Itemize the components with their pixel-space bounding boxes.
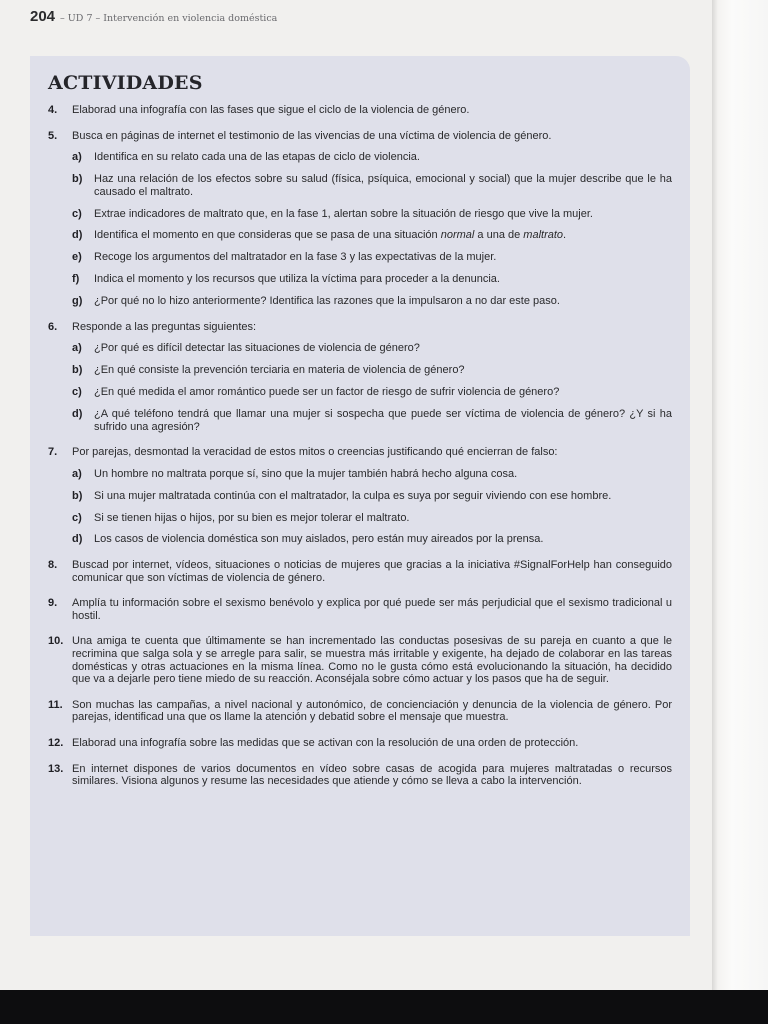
activity-text: Elaborad una infografía con las fases que sigue el ciclo de la violencia de género.: [72, 104, 470, 116]
sub-activity-letter: b): [72, 489, 83, 502]
sub-activity-item: [72, 490, 672, 503]
activity-text: Una amiga te cuenta que últimamente se han incrementado las conductas posesivas de su pareja en cuanto a que le recrimina que salga sola y se arregle para salir, se muestra más irritable y exigente, ha dejado de colaborar en las tareas domésticas y otras actuaciones en la misma línea. Como no le gusta cómo está evolucionando la situación, ha decidido que va a dejarle pero tiene miedo de su reacción. Aconséjala sobre cómo actuar y los pasos que ha de seguir.: [72, 635, 672, 686]
sub-activity-text: ¿Por qué no lo hizo anteriormente? Identifica las razones que la impulsaron a no dar este paso.: [94, 295, 560, 308]
sub-activity-text: Indica el momento y los recursos que utiliza la víctima para proceder a la denuncia.: [94, 273, 500, 286]
sub-activity-item: [72, 408, 672, 433]
sub-activity-letter: f): [72, 273, 80, 286]
sub-activity-list: [72, 342, 672, 433]
scan-bottom-edge: [0, 990, 768, 1024]
sub-activity-letter: a): [72, 151, 82, 164]
activity-number: 6.: [48, 320, 58, 333]
sub-activity-text: ¿A qué teléfono tendrá que llamar una mujer si sospecha que puede ser víctima de violencia de género? ¿Y si ha sufrido una agresión?: [94, 407, 672, 433]
text-segment: a una de: [474, 229, 524, 242]
activity-number: 5.: [48, 129, 58, 142]
activities-list: [48, 104, 672, 801]
sub-activity-letter: c): [72, 511, 82, 524]
sub-activity-letter: d): [72, 229, 83, 242]
activity-number: 10.: [48, 635, 64, 648]
sub-activity-item: [72, 468, 672, 481]
activity-item: [48, 446, 672, 546]
activity-number: 8.: [48, 559, 58, 572]
activity-text: Responde a las preguntas siguientes:: [72, 320, 257, 333]
sub-activity-item: [72, 386, 672, 399]
sub-activity-item: [72, 342, 672, 355]
sub-activity-text: Si se tienen hijas o hijos, por su bien es mejor tolerar el maltrato.: [94, 511, 410, 524]
activity-number: 12.: [48, 736, 64, 749]
activity-text: Amplía tu información sobre el sexismo benévolo y explica por qué puede ser más perjudicial que el sexismo tradicional u hostil.: [72, 597, 672, 622]
activity-number: 13.: [48, 762, 64, 775]
sub-activity-text: Identifica en su relato cada una de las etapas de ciclo de violencia.: [94, 151, 420, 164]
activity-item: [48, 597, 672, 622]
sub-activity-letter: g): [72, 295, 83, 308]
activity-item: [48, 559, 672, 584]
section-title: ACTIVIDADES: [48, 72, 203, 94]
sub-activity-letter: d): [72, 533, 83, 546]
sub-activity-text: [94, 229, 566, 241]
activity-text: Elaborad una infografía sobre las medidas que se activan con la resolución de una orden de protección.: [72, 736, 579, 749]
sub-activity-letter: c): [72, 207, 82, 220]
sub-activity-item: [72, 364, 672, 377]
book-gutter: [712, 0, 768, 990]
sub-activity-text: Los casos de violencia doméstica son muy aislados, pero están muy aireados por la prensa.: [94, 533, 544, 546]
activity-item: [48, 699, 672, 724]
sub-activity-item: [72, 512, 672, 525]
activity-item: [48, 635, 672, 685]
sub-activity-text: Recoge los argumentos del maltratador en la fase 3 y las expectativas de la mujer.: [94, 251, 497, 264]
sub-activity-list: [72, 151, 672, 308]
activity-number: 7.: [48, 446, 58, 459]
sub-activity-text: ¿Por qué es difícil detectar las situaciones de violencia de género?: [94, 342, 420, 355]
sub-activity-letter: a): [72, 342, 82, 355]
activity-text: Busca en páginas de internet el testimonio de las vivencias de una víctima de violencia de género.: [72, 129, 552, 142]
activity-item: [48, 763, 672, 788]
activity-number: 4.: [48, 104, 58, 116]
text-segment: Identifica el momento en que consideras que se pasa de una situación: [94, 229, 441, 242]
sub-activity-text: Un hombre no maltrata porque sí, sino que la mujer también habrá hecho alguna cosa.: [94, 467, 518, 480]
sub-activity-list: [72, 468, 672, 546]
activity-number: 11.: [48, 698, 63, 711]
page-header: [30, 8, 277, 28]
text-segment: .: [563, 229, 567, 242]
activity-item: [48, 130, 672, 308]
activity-text: Por parejas, desmontad la veracidad de estos mitos o creencias justificando qué encierran de falso:: [72, 446, 558, 459]
sub-activity-letter: c): [72, 386, 82, 399]
sub-activity-letter: d): [72, 407, 83, 420]
sub-activity-text: ¿En qué medida el amor romántico puede ser un factor de riesgo de sufrir violencia de género?: [94, 386, 560, 399]
sub-activity-item: [72, 151, 672, 164]
emphasis-normal: normal: [440, 229, 475, 242]
activity-text: Son muchas las campañas, a nivel nacional y autonómico, de concienciación y denuncia de la violencia de género. Por parejas, identificad una que os llame la atención y debatid sobre el mensaje que muestra.: [72, 698, 672, 724]
sub-activity-item: [72, 229, 672, 242]
activity-number: 9.: [48, 597, 58, 610]
page-number: 204: [30, 8, 56, 25]
sub-activity-letter: e): [72, 251, 82, 264]
activity-item: [48, 104, 672, 117]
sub-activity-item: [72, 295, 672, 308]
activity-text: En internet dispones de varios documentos en vídeo sobre casas de acogida para mujeres maltratadas o recursos similares. Visiona algunos y resume las necesidades que atiende y cómo se lleva a cabo la intervención.: [72, 762, 672, 788]
sub-activity-item: [72, 533, 672, 546]
sub-activity-item: [72, 251, 672, 264]
sub-activity-item: [72, 273, 672, 286]
sub-activity-letter: a): [72, 467, 82, 480]
sub-activity-text: Extrae indicadores de maltrato que, en la fase 1, alertan sobre la situación de riesgo que vive la mujer.: [94, 207, 593, 220]
sub-activity-letter: b): [72, 173, 83, 186]
activity-text: Buscad por internet, vídeos, situaciones o noticias de mujeres que gracias a la iniciativa #SignalForHelp han conseguido comunicar que son víctimas de violencia de género.: [72, 559, 672, 584]
running-title: – UD 7 – Intervención en violencia doméstica: [60, 13, 278, 24]
sub-activity-item: [72, 173, 672, 198]
sub-activity-letter: b): [72, 364, 83, 377]
sub-activity-item: [72, 208, 672, 221]
activity-item: [48, 737, 672, 750]
sub-activity-text: ¿En qué consiste la prevención terciaria en materia de violencia de género?: [94, 364, 465, 377]
activity-item: [48, 321, 672, 433]
emphasis-maltrato: maltrato: [523, 229, 564, 242]
sub-activity-text: Haz una relación de los efectos sobre su salud (física, psíquica, emocional y social) que la mujer describe que le ha causado el maltrato.: [94, 173, 672, 198]
sub-activity-text: Si una mujer maltratada continúa con el maltratador, la culpa es suya por seguir viviendo con ese hombre.: [94, 489, 612, 502]
